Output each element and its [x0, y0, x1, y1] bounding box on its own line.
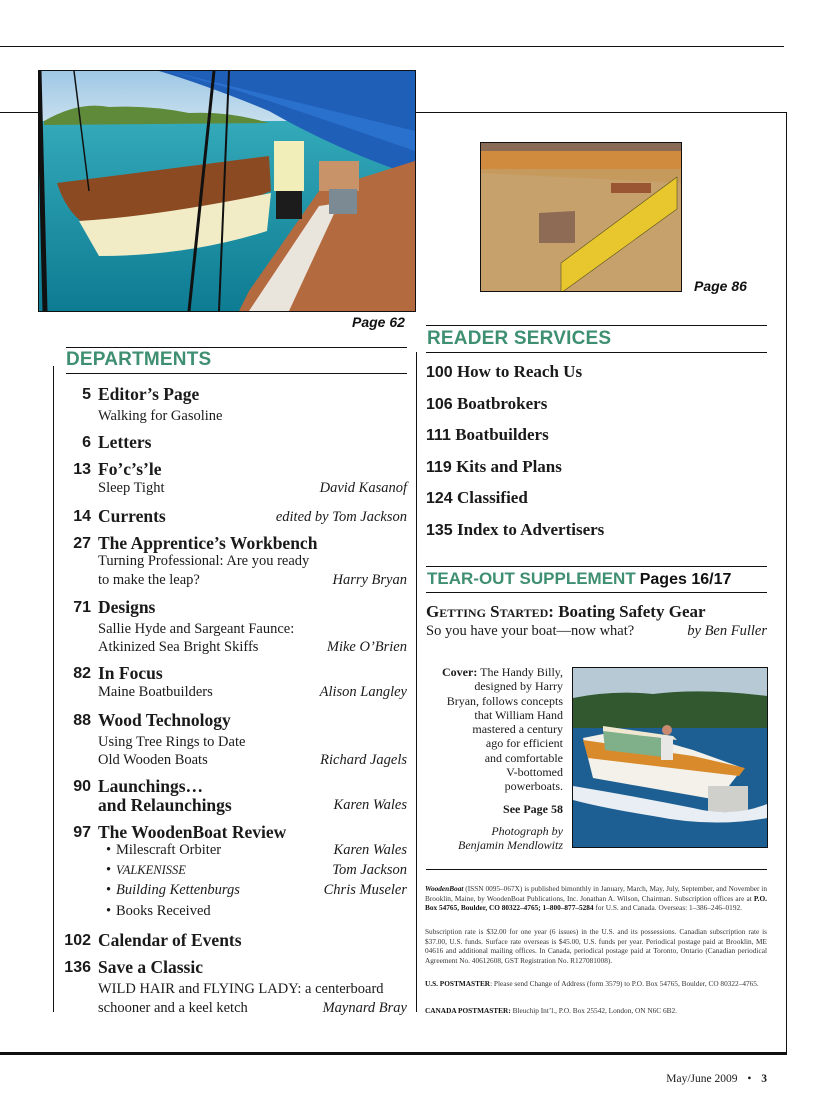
cover-text-line: mastered a century: [472, 722, 563, 737]
entry-author: Karen Wales: [333, 842, 407, 858]
main-photo-caption: Page 62: [352, 314, 405, 330]
subscription-address: P.O. Box 54765, Boulder, CO 80322–4765; 1–800–877–5284: [425, 893, 767, 913]
entry-title: Editor’s Page: [98, 384, 200, 404]
item-title: Boatbrokers: [456, 394, 548, 413]
entry-subtitle: Maine Boatbuilders: [98, 684, 213, 700]
bullet-icon: •: [106, 842, 112, 858]
cover-label: Cover:: [442, 665, 478, 679]
inset-photo-caption: Page 86: [694, 278, 747, 294]
publication-text: (ISSN 0095–067X) is published bimonthly in January, March, May, July, September, and November in Brooklin, Maine, by WoodenBoat Publications, Inc. Jonathan A. Wilson, Chairman. Subscription offices are at: [425, 884, 767, 903]
entry-author: David Kasanof: [319, 480, 407, 496]
page-number: 6: [82, 434, 91, 451]
entry-author: Tom Jackson: [332, 862, 407, 878]
departments-rule-top: [66, 347, 407, 348]
page-number: 111: [426, 427, 451, 444]
entry-subtitle: to make the leap?: [98, 572, 200, 588]
box-top-rule-left: [0, 112, 40, 113]
review-item: Building Kettenburgs: [116, 882, 240, 898]
review-item: Books Received: [116, 903, 211, 919]
canada-postmaster-info: [425, 1006, 767, 1016]
page-number: 124: [426, 490, 453, 507]
entry-title: The Apprentice’s Workbench: [98, 533, 318, 553]
entry-subtitle: Atkinized Sea Bright Skiffs: [98, 639, 259, 655]
item-title: Index to Advertisers: [456, 520, 605, 539]
cover-text-line: that William Hand: [474, 707, 563, 722]
cover-see-page[interactable]: See Page 58: [503, 801, 563, 816]
page-number: 14: [73, 508, 91, 525]
page-number: 136: [64, 959, 91, 976]
bottom-rule: [0, 1052, 787, 1055]
review-item: VALKENISSE: [116, 863, 186, 877]
entry-title: Launchings…: [98, 776, 204, 796]
page-number: 5: [82, 386, 91, 403]
entry-subtitle: Old Wooden Boats: [98, 752, 208, 768]
entry-title: Designs: [98, 597, 156, 617]
departments-rule-bottom: [66, 373, 407, 374]
canada-postmaster-text: Bleuchip Int’l., P.O. Box 25542, London, ON N6C 6B2.: [510, 1006, 677, 1015]
cover-text-line: Bryan, follows concepts: [446, 693, 563, 708]
entry-title: Wood Technology: [98, 710, 231, 730]
supplement-title[interactable]: [426, 602, 706, 622]
reader-service-boatbuilders[interactable]: [426, 425, 549, 445]
cover-text-line: powerboats.: [504, 779, 563, 794]
subscription-info: Subscription rate is $32.00 for one year (6 issues) in the U.S. and its possessions. Canadian subscription rate is $37.00, U.S. funds. Surface rate overseas is $45.00, U.S. funds per year. Periodical postage paid at Brooklin, ME 04616 and additional mailing offices. In Canada, periodical postage paid at Toronto, Ontario (Canadian periodical Agreement No. 40612608, GST Registration No. R127081008).: [425, 927, 767, 965]
entry-title: Fo’c’s’le: [98, 459, 162, 479]
sanding-stick-photo-icon: [481, 143, 681, 291]
page-number: 88: [73, 712, 91, 729]
item-title: Classified: [456, 488, 528, 507]
entry-title: The WoodenBoat Review: [98, 822, 287, 842]
reader-services-rule-top: [426, 325, 767, 326]
cover-text-line: V-bottomed: [506, 765, 563, 780]
canada-postmaster-label: CANADA POSTMASTER:: [425, 1006, 511, 1015]
entry-author: Harry Bryan: [332, 572, 407, 588]
us-postmaster-info: [425, 979, 767, 989]
page-number: 102: [64, 932, 91, 949]
entry-author: Richard Jagels: [320, 752, 407, 768]
cover-text-line: and comfortable: [484, 750, 563, 765]
top-rule: [0, 46, 784, 47]
entry-subtitle: WILD HAIR and FLYING LADY: a centerboard: [98, 981, 384, 997]
cover-credit: Benjamin Mendlowitz: [458, 838, 563, 853]
review-item: Milescraft Orbiter: [116, 842, 222, 858]
entry-author: Alison Langley: [319, 684, 407, 700]
entry-author: edited by Tom Jackson: [275, 509, 407, 525]
entry-subtitle: Using Tree Rings to Date: [98, 734, 246, 750]
supplement-title-caps: Getting Started:: [426, 602, 554, 621]
page-number: 100: [426, 364, 453, 381]
cover-photo: [572, 667, 768, 848]
page-number: 82: [73, 665, 91, 682]
reader-service-boatbrokers[interactable]: [426, 394, 547, 414]
left-column-rule: [53, 366, 54, 1012]
entry-author: Mike O’Brien: [326, 639, 407, 655]
fine-print-rule: [426, 869, 767, 870]
page-number: 97: [73, 824, 91, 841]
cover-text-line: The Handy Billy,: [480, 665, 563, 679]
entry-title: In Focus: [98, 663, 163, 683]
cover-credit: Photograph by: [491, 823, 563, 838]
supplement-pages: Pages 16/17: [639, 571, 732, 588]
entry-title: Save a Classic: [98, 957, 203, 977]
magazine-name: WoodenBoat: [425, 884, 464, 893]
page-number: 135: [426, 522, 453, 539]
reader-service-index-to-advertisers[interactable]: [426, 520, 604, 540]
page-number: 3: [761, 1073, 767, 1085]
reader-services-rule-bottom: [426, 352, 767, 353]
entry-subtitle: Sallie Hyde and Sargeant Faunce:: [98, 621, 295, 637]
item-title: How to Reach Us: [456, 362, 583, 381]
page-number: 106: [426, 396, 453, 413]
supplement-rule-top: [426, 566, 767, 567]
entry-subtitle: schooner and a keel ketch: [98, 1000, 248, 1016]
entry-title-line-2: and Relaunchings: [98, 795, 232, 815]
cover-text-line: ago for efficient: [485, 736, 563, 751]
supplement-subtitle: So you have your boat—now what?: [426, 623, 635, 639]
supplement-rule-bottom: [426, 592, 767, 593]
entry-author: Chris Museler: [323, 882, 407, 898]
us-postmaster-text: : Please send Change of Address (form 3579) to P.O. Box 54765, Boulder, CO 80322–4765.: [490, 979, 759, 988]
column-divider: [416, 352, 417, 1012]
us-postmaster-label: U.S. POSTMASTER: [425, 979, 491, 988]
entry-title: Calendar of Events: [98, 930, 242, 950]
cover-description: [420, 665, 563, 853]
supplement-author: by Ben Fuller: [687, 623, 767, 639]
entry-subtitle: Walking for Gasoline: [98, 408, 223, 424]
item-title: Kits and Plans: [456, 457, 562, 476]
page-number: 13: [73, 461, 91, 478]
page-number: 119: [426, 459, 452, 476]
page-footer: [666, 1073, 767, 1085]
page-number: 71: [73, 599, 91, 616]
bullet-icon: •: [106, 862, 112, 878]
entry-subtitle: Turning Professional: Are you ready: [98, 553, 310, 569]
sailing-boat-photo-icon: [39, 71, 415, 311]
departments-heading: DEPARTMENTS: [66, 349, 212, 370]
main-photo: [38, 70, 416, 312]
page-number: 27: [73, 535, 91, 552]
entry-subtitle: Sleep Tight: [98, 480, 165, 496]
box-right-rule: [786, 112, 787, 1055]
box-top-rule-right: [414, 112, 787, 113]
supplement-heading-row: [427, 569, 731, 589]
entry-author: Maynard Bray: [322, 1000, 407, 1016]
item-title: Boatbuilders: [455, 425, 549, 444]
cover-text-line: designed by Harry: [474, 679, 563, 694]
entry-author: Karen Wales: [333, 797, 407, 813]
publication-info: [425, 884, 767, 913]
footer-bullet-icon: •: [747, 1073, 752, 1085]
supplement-heading: TEAR-OUT SUPPLEMENT: [427, 569, 636, 588]
supplement-title-rest: Boating Safety Gear: [558, 602, 706, 621]
reader-service-classified[interactable]: [426, 488, 528, 508]
issue-date: May/June 2009: [666, 1073, 738, 1085]
publication-text: for U.S. and Canada. Overseas: 1–386–246–0192.: [593, 903, 742, 913]
reader-service-how-to-reach-us[interactable]: [426, 362, 582, 382]
page-number: 90: [73, 778, 91, 795]
bullet-icon: •: [106, 903, 112, 919]
reader-services-heading: READER SERVICES: [427, 328, 612, 349]
entry-title: Letters: [98, 432, 152, 452]
entry-title: Currents: [98, 506, 166, 526]
bullet-icon: •: [106, 882, 112, 898]
reader-service-kits-and-plans[interactable]: [426, 457, 562, 477]
powerboat-photo-icon: [573, 668, 767, 847]
inset-photo: [480, 142, 682, 292]
